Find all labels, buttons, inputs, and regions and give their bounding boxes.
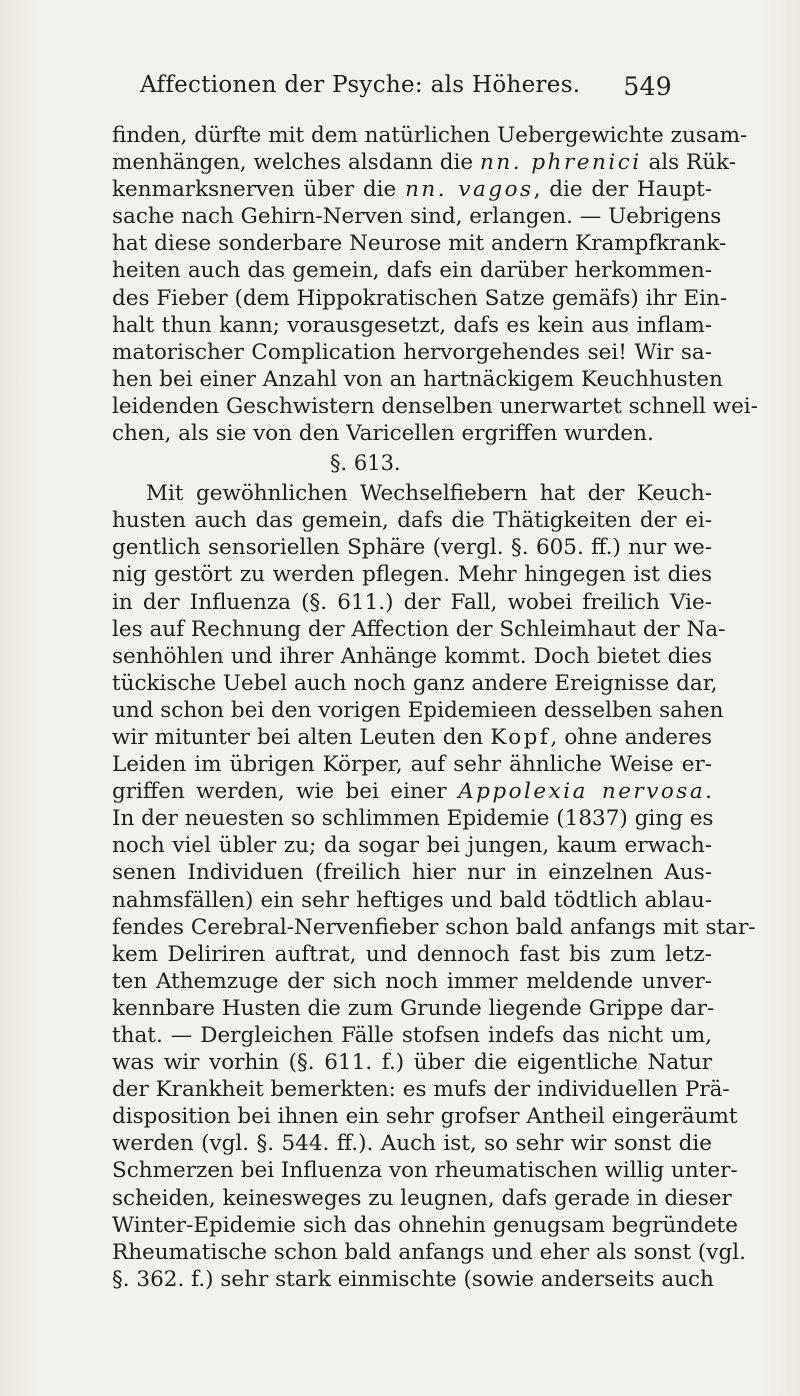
text-run: griffen werden, wie bei einer [112,779,459,805]
text-line [112,176,712,203]
text-line: Leiden im übrigen Körper, auf sehr ähnliche Weise er- [112,752,712,778]
text-line [112,724,712,751]
text-line: scheiden, keinesweges zu leugnen, dafs gerade in dieser [112,1185,732,1211]
text-line: nahmsfällen) ein sehr heftiges und bald tödtlich ablau- [112,887,712,913]
text-line [112,149,736,176]
text-run: , ohne anderes [550,724,712,750]
text-line: les auf Rechnung der Affection der Schleimhaut der Na- [112,616,726,642]
text-run: , die der Haupt- [533,177,713,203]
text-line: that. — Dergleichen Fälle stofsen indefs das nicht um, [112,1023,712,1048]
spaced-term: Kopf [490,724,551,750]
text-line: In der neuesten so schlimmen Epidemie (1837) ging es [112,806,714,832]
text-line: ten Athemzuge der sich noch immer meldende unver- [112,968,712,994]
text-line: §. 362. f.) sehr stark einmischte (sowie anderseits auch [112,1266,714,1292]
running-head [140,72,672,106]
text-line: leidenden Geschwistern denselben unerwartet schnell wei- [112,393,758,419]
text-line: kennbare Husten die zum Grunde liegende Grippe dar- [112,995,715,1021]
paragraph-1 [112,122,758,447]
text-line: finden, dürfte mit dem natürlichen Uebergewichte zusam- [112,123,748,148]
page-number: 549 [623,72,672,101]
text-line: heiten auch das gemein, dafs ein darüber herkommen- [112,258,712,284]
text-line: hen bei einer Anzahl von an hartnäckigem Keuchhusten [112,366,723,392]
running-title: Affectionen der Psyche: als Höheres. [140,72,581,98]
paragraph-2 [112,480,756,1293]
italic-term: Appolexia nervosa [458,779,706,805]
text-line: noch viel übler zu; da sogar bei jungen, kaum erwach- [112,833,712,859]
text-line: Winter-Epidemie sich das ohnehin genugsam begründete [112,1212,738,1238]
text-line: gentlich sensoriellen Sphäre (vergl. §. 605. ff.) nur we- [112,535,712,561]
text-run: . [705,779,712,805]
text-line [112,778,712,805]
text-run: kenmarksnerven über die [112,177,406,203]
text-run: als Rük- [641,150,736,176]
section-heading: §. 613. [330,451,401,476]
italic-term: nn. vagos [405,177,534,203]
text-line: nig gestört zu werden pflegen. Mehr hingegen ist dies [112,562,712,588]
italic-term: nn. phrenici [480,150,642,176]
text-line: husten auch das gemein, dafs die Thätigkeiten der ei- [112,508,712,534]
text-line: matorischer Complication hervorgehendes sei! Wir sa- [112,339,712,365]
text-line: Rheumatische schon bald anfangs und eher als sonst (vgl. [112,1239,746,1265]
text-line: was wir vorhin (§. 611. f.) über die eigentliche Natur [112,1050,712,1076]
text-line: senen Individuen (freilich hier nur in einzelnen Aus- [112,860,712,886]
text-line: sache nach Gehirn-Nerven sind, erlangen. — Uebrigens [112,204,722,230]
text-run: menhängen, welches alsdann die [112,150,480,176]
text-line: werden (vgl. §. 544. ff.). Auch ist, so sehr wir sonst die [112,1131,712,1157]
text-line: disposition bei ihnen ein sehr grofser Antheil eingeräumt [112,1104,738,1130]
text-line: chen, als sie von den Varicellen ergriffen wurden. [112,421,654,447]
text-line: Mit gewöhnlichen Wechselfiebern hat der Keuch- [146,481,712,507]
text-line: senhöhlen und ihrer Anhänge kommt. Doch bietet dies [112,643,712,669]
text-line: fendes Cerebral-Nervenfieber schon bald anfangs mit star- [112,914,756,940]
text-line: halt thun kann; vorausgesetzt, dafs es kein aus inflam- [112,312,712,338]
text-line: hat diese sonderbare Neurose mit andern Krampfkrank- [112,231,727,257]
text-run: wir mitunter bei alten Leuten den [112,724,491,750]
text-line: kem Deliriren auftrat, und dennoch fast bis zum letz- [112,941,712,967]
text-line: des Fieber (dem Hippokratischen Satze gemäfs) ihr Ein- [112,285,728,311]
text-line: und schon bei den vorigen Epidemieen desselben sahen [112,697,724,723]
body-text [112,122,758,1293]
text-line: in der Influenza (§. 611.) der Fall, wobei freilich Vie- [112,589,712,615]
text-line: der Krankheit bemerkten: es mufs der individuellen Prä- [112,1077,730,1103]
text-line: Schmerzen bei Influenza von rheumatischen willig unter- [112,1158,738,1184]
text-line: tückische Uebel auch noch ganz andere Ereignisse dar, [112,670,718,696]
